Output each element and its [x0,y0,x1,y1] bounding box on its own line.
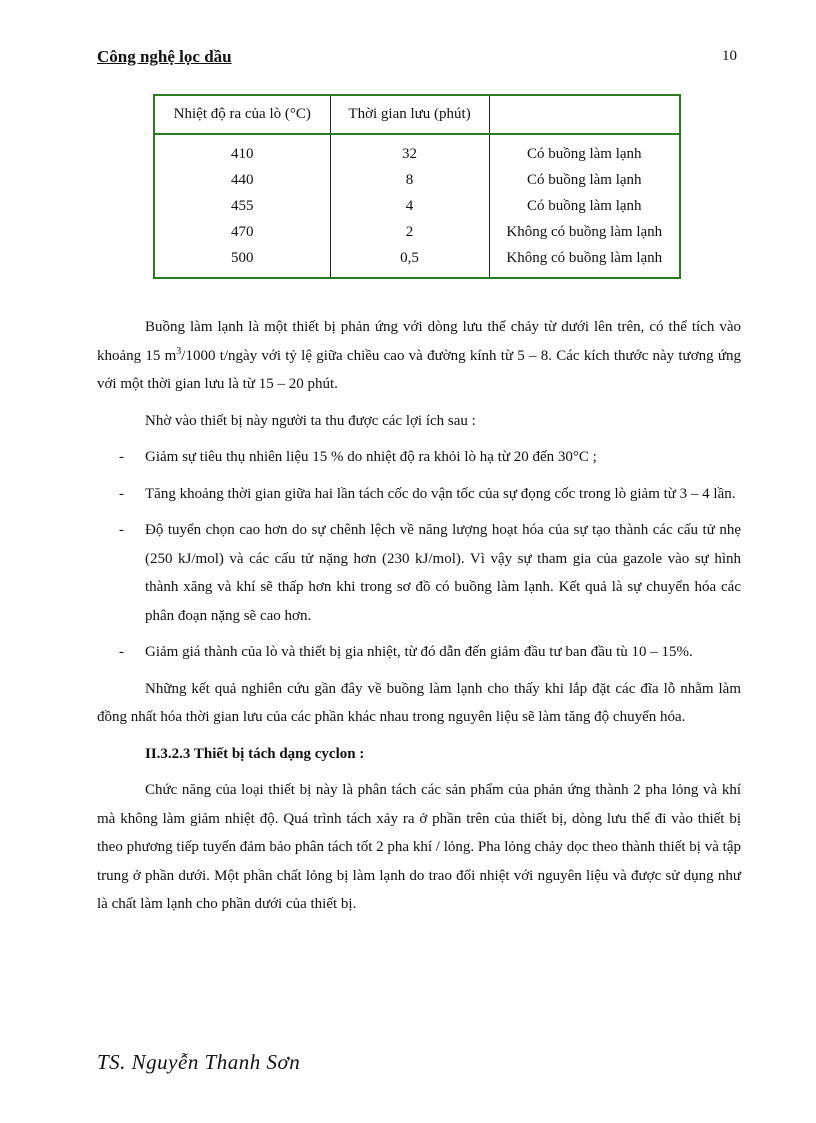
paragraph-research-results: Những kết quả nghiên cứu gần đây về buồng làm lạnh cho thấy khi lắp đặt các đĩa lỗ nhằm làm đồng nhất hóa thời gian lưu của các phần khác nhau trong nguyên liệu sẽ làm tăng độ chuyển hóa. [97,680,741,725]
paragraph-quench-chamber [97,313,741,399]
paragraph-text: /1000 t/ngày với tỷ lệ giữa chiều cao và đường kính từ 5 – 8. Các kích thước này tương ứng với một thời gian lưu là từ 15 – 20 phút. [97,347,741,392]
table-cell: 8 [330,167,489,193]
author-signature: TS. Nguyễn Thanh Sơn [97,1050,301,1074]
column-header-residence-time: Thời gian lưu (phút) [330,95,489,134]
table-row [154,134,680,167]
table-row [154,193,680,219]
paragraph-text: Buồng làm lạnh là một thiết bị phản ứng với dòng lưu thể chảy từ dưới lên trên, có thể tích vào khoảng 15 m [97,319,741,364]
list-item-text: Tăng khoảng thời gian giữa hai lần tách cốc do vận tốc của sự đọng cốc trong lò giảm từ 3 – 4 lần. [145,485,736,502]
column-header-temperature: Nhiệt độ ra của lò (°C) [154,95,330,134]
bullet-marker: - [119,485,124,502]
table-cell: Có buồng làm lạnh [489,167,680,193]
table-row [154,167,680,193]
bullet-marker: - [119,449,124,465]
temperature-residence-table [153,94,681,279]
table-cell: 410 [231,145,254,162]
table-cell: Có buồng làm lạnh [489,134,680,167]
table-row [154,219,680,245]
paragraph-benefits-intro: Nhờ vào thiết bị này người ta thu được các lợi ích sau : [145,412,476,429]
table-row [154,245,680,278]
list-item [97,516,741,630]
list-item [97,638,741,667]
list-item-text: Giảm sự tiêu thụ nhiên liệu 15 % do nhiệt độ ra khỏi lò hạ từ 20 đến 30°C ; [145,449,597,465]
table-cell: 470 [231,223,254,240]
table-cell: 0,5 [330,245,489,278]
bullet-marker: - [119,644,124,660]
table-cell: 32 [330,134,489,167]
paragraph-cyclone: Chức năng của loại thiết bị này là phân tách các sản phẩm của phản ứng thành 2 pha lỏng và khí mà không làm giảm nhiệt độ. Quá trình tách xảy ra ở phần trên của thiết bị, dòng lưu thể đi vào thiết bị theo phương tiếp tuyến đảm bảo phân tách tốt 2 pha khí / lỏng. Pha lỏng chảy dọc theo thành thiết bị và tập trung ở phần dưới. Một phần chất lỏng bị làm lạnh do trao đổi nhiệt với nguyên liệu và được sử dụng như là chất làm lạnh cho phần dưới của thiết bị. [97,782,741,912]
column-header-quench-chamber [489,95,680,134]
table-cell: Không có buồng làm lạnh [489,245,680,278]
table-cell: Có buồng làm lạnh [489,193,680,219]
body-content [97,313,741,927]
section-heading: II.3.2.3 Thiết bị tách dạng cyclon : [145,745,365,762]
table-header-row [154,95,680,134]
table-cell: 2 [330,219,489,245]
list-item [97,443,741,472]
page-number: 10 [722,48,737,64]
superscript: 3 [176,345,182,357]
table-cell: 455 [231,197,254,214]
table-cell: 500 [231,249,254,266]
list-item-text: Giảm giá thành của lò và thiết bị gia nhiệt, từ đó dẫn đến giảm đầu tư ban đầu tù 10 – 15%. [145,644,693,660]
list-item [97,480,741,509]
bullet-marker: - [119,522,124,538]
list-item-text: Độ tuyển chọn cao hơn do sự chênh lệch về năng lượng hoạt hóa của sự tạo thành các cấu tử nhẹ (250 kJ/mol) và các cấu tử nặng hơn (230 kJ/mol). Vì vậy sự tham gia của gazole vào sự hình thành xăng và khí sẽ thấp hơn khi trong sơ đồ có buồng làm lạnh. Kết quả là sự chuyển hóa các phân đoạn nặng sẽ cao hơn. [145,522,741,624]
document-header-title: Công nghệ lọc dầu [97,47,232,66]
table-cell: Không có buồng làm lạnh [489,219,680,245]
table-cell: 440 [231,171,254,188]
table-cell: 4 [330,193,489,219]
